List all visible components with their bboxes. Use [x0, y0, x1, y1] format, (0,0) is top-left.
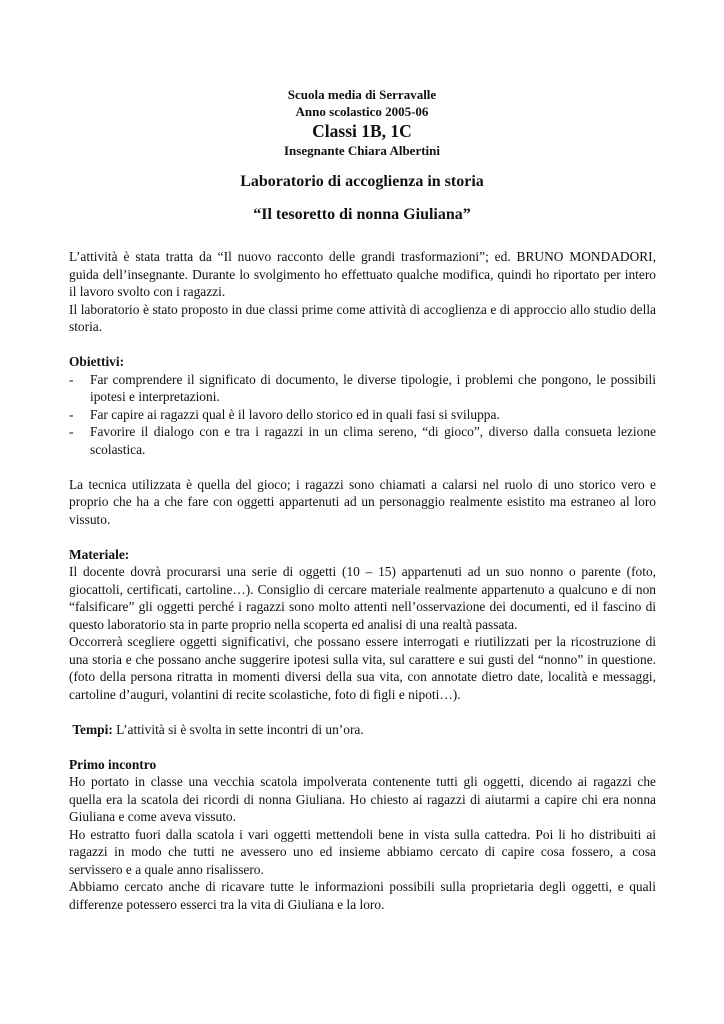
times-text: L’attività si è svolta in sette incontri di un’ora.	[112, 721, 364, 737]
school-year: Anno scolastico 2005-06	[295, 104, 429, 119]
teacher-name: Insegnante Chiara Albertini	[283, 143, 440, 158]
first-meeting-heading: Primo incontro	[69, 756, 157, 772]
material-paragraph: Il docente dovrà procurarsi una serie di oggetti (10 – 15) appartenuti ad un suo nonno o parente (foto, giocattoli, certificati, cartoline…). Consiglio di cercare materiale realmente appartenuto a qualcuno e di non “falsificare” gli oggetti perché i ragazzi sono molto attenti nell’osservazione dei documenti, ed il fascino di questo laboratorio sta in parte proprio nella scoperta ed analisi di una realtà passata.	[69, 564, 656, 632]
document-title: Laboratorio di accoglienza in storia	[240, 173, 484, 190]
times-label: Tempi:	[72, 721, 113, 737]
first-meeting-paragraph: Ho portato in classe una vecchia scatola impolverata contenente tutti gli oggetti, dicendo ai ragazzi che quella era la scatola dei ricordi di nonna Giuliana. Ho chiesto ai ragazzi di aiutarmi a capire chi era nonna Giuliana e come aveva vissuto.	[69, 774, 656, 824]
document-header	[0, 86, 724, 159]
objective-text: Favorire il dialogo con e tra i ragazzi in un clima sereno, “di gioco”, diverso dalla consueta lezione scolastica.	[90, 424, 656, 457]
school-name: Scuola media di Serravalle	[287, 87, 437, 102]
objective-item	[69, 406, 656, 424]
list-dash: -	[69, 371, 74, 387]
document-subtitle: “Il tesoretto di nonna Giuliana”	[253, 206, 471, 223]
objective-item	[69, 423, 656, 458]
first-meeting-paragraph: Abbiamo cercato anche di ricavare tutte le informazioni possibili sulla proprietaria degli oggetti, e quali differenze potessero esserci tra la vita di Giuliana e la loro.	[69, 879, 656, 912]
objective-item	[69, 371, 656, 406]
technique-paragraph: La tecnica utilizzata è quella del gioco; i ragazzi sono chiamati a calarsi nel ruolo di uno storico vero e proprio che ha a che fare con oggetti appartenuti ad un personaggio realmente esistito ma estraneo al loro vissuto.	[69, 476, 656, 527]
first-meeting-paragraph: Ho estratto fuori dalla scatola i vari oggetti mettendoli bene in vista sulla cattedra. Poi li ho distribuiti ai ragazzi in modo che tutti ne avessero uno ed insieme abbiamo cercato di capire cosa fossero, a cosa servissero e a quale anno risalissero.	[69, 826, 656, 877]
intro-paragraph: Il laboratorio è stato proposto in due classi prime come attività di accoglienza e di approccio allo studio della storia.	[69, 301, 656, 334]
document-body	[69, 248, 656, 913]
objective-text: Far comprendere il significato di documento, le diverse tipologie, i problemi che pongono, le possibili ipotesi e interpretazioni.	[90, 371, 656, 404]
times-paragraph	[69, 721, 656, 739]
list-dash: -	[69, 406, 74, 422]
list-dash: -	[69, 424, 74, 439]
intro-paragraph: L’attività è stata tratta da “Il nuovo racconto delle grandi trasformazioni”; ed. BRUNO MONDADORI, guida dell’insegnante. Durante lo svolgimento ho effettuato qualche modifica, quindi ho riportato per intero il lavoro svolto con i ragazzi.	[69, 249, 656, 299]
classes-label: Classi 1B, 1C	[312, 121, 412, 141]
material-heading: Materiale:	[69, 546, 130, 562]
material-paragraph: Occorrerà scegliere oggetti significativi, che possano essere interrogati e riutilizzati per la ricostruzione di una storia e che possano anche suggerire ipotesi sulla vita, sul carattere e sui gusti del “nonno” in questione. (foto della persona ritratta in momenti diversi della sua vita, con annotate dietro date, località e messaggi, cartoline d’auguri, volantini di recite scolastiche, foto di figli e nipoti…).	[69, 634, 656, 702]
objectives-heading: Obiettivi:	[69, 354, 125, 369]
objective-text: Far capire ai ragazzi qual è il lavoro dello storico ed in quali fasi si sviluppa.	[90, 406, 500, 422]
